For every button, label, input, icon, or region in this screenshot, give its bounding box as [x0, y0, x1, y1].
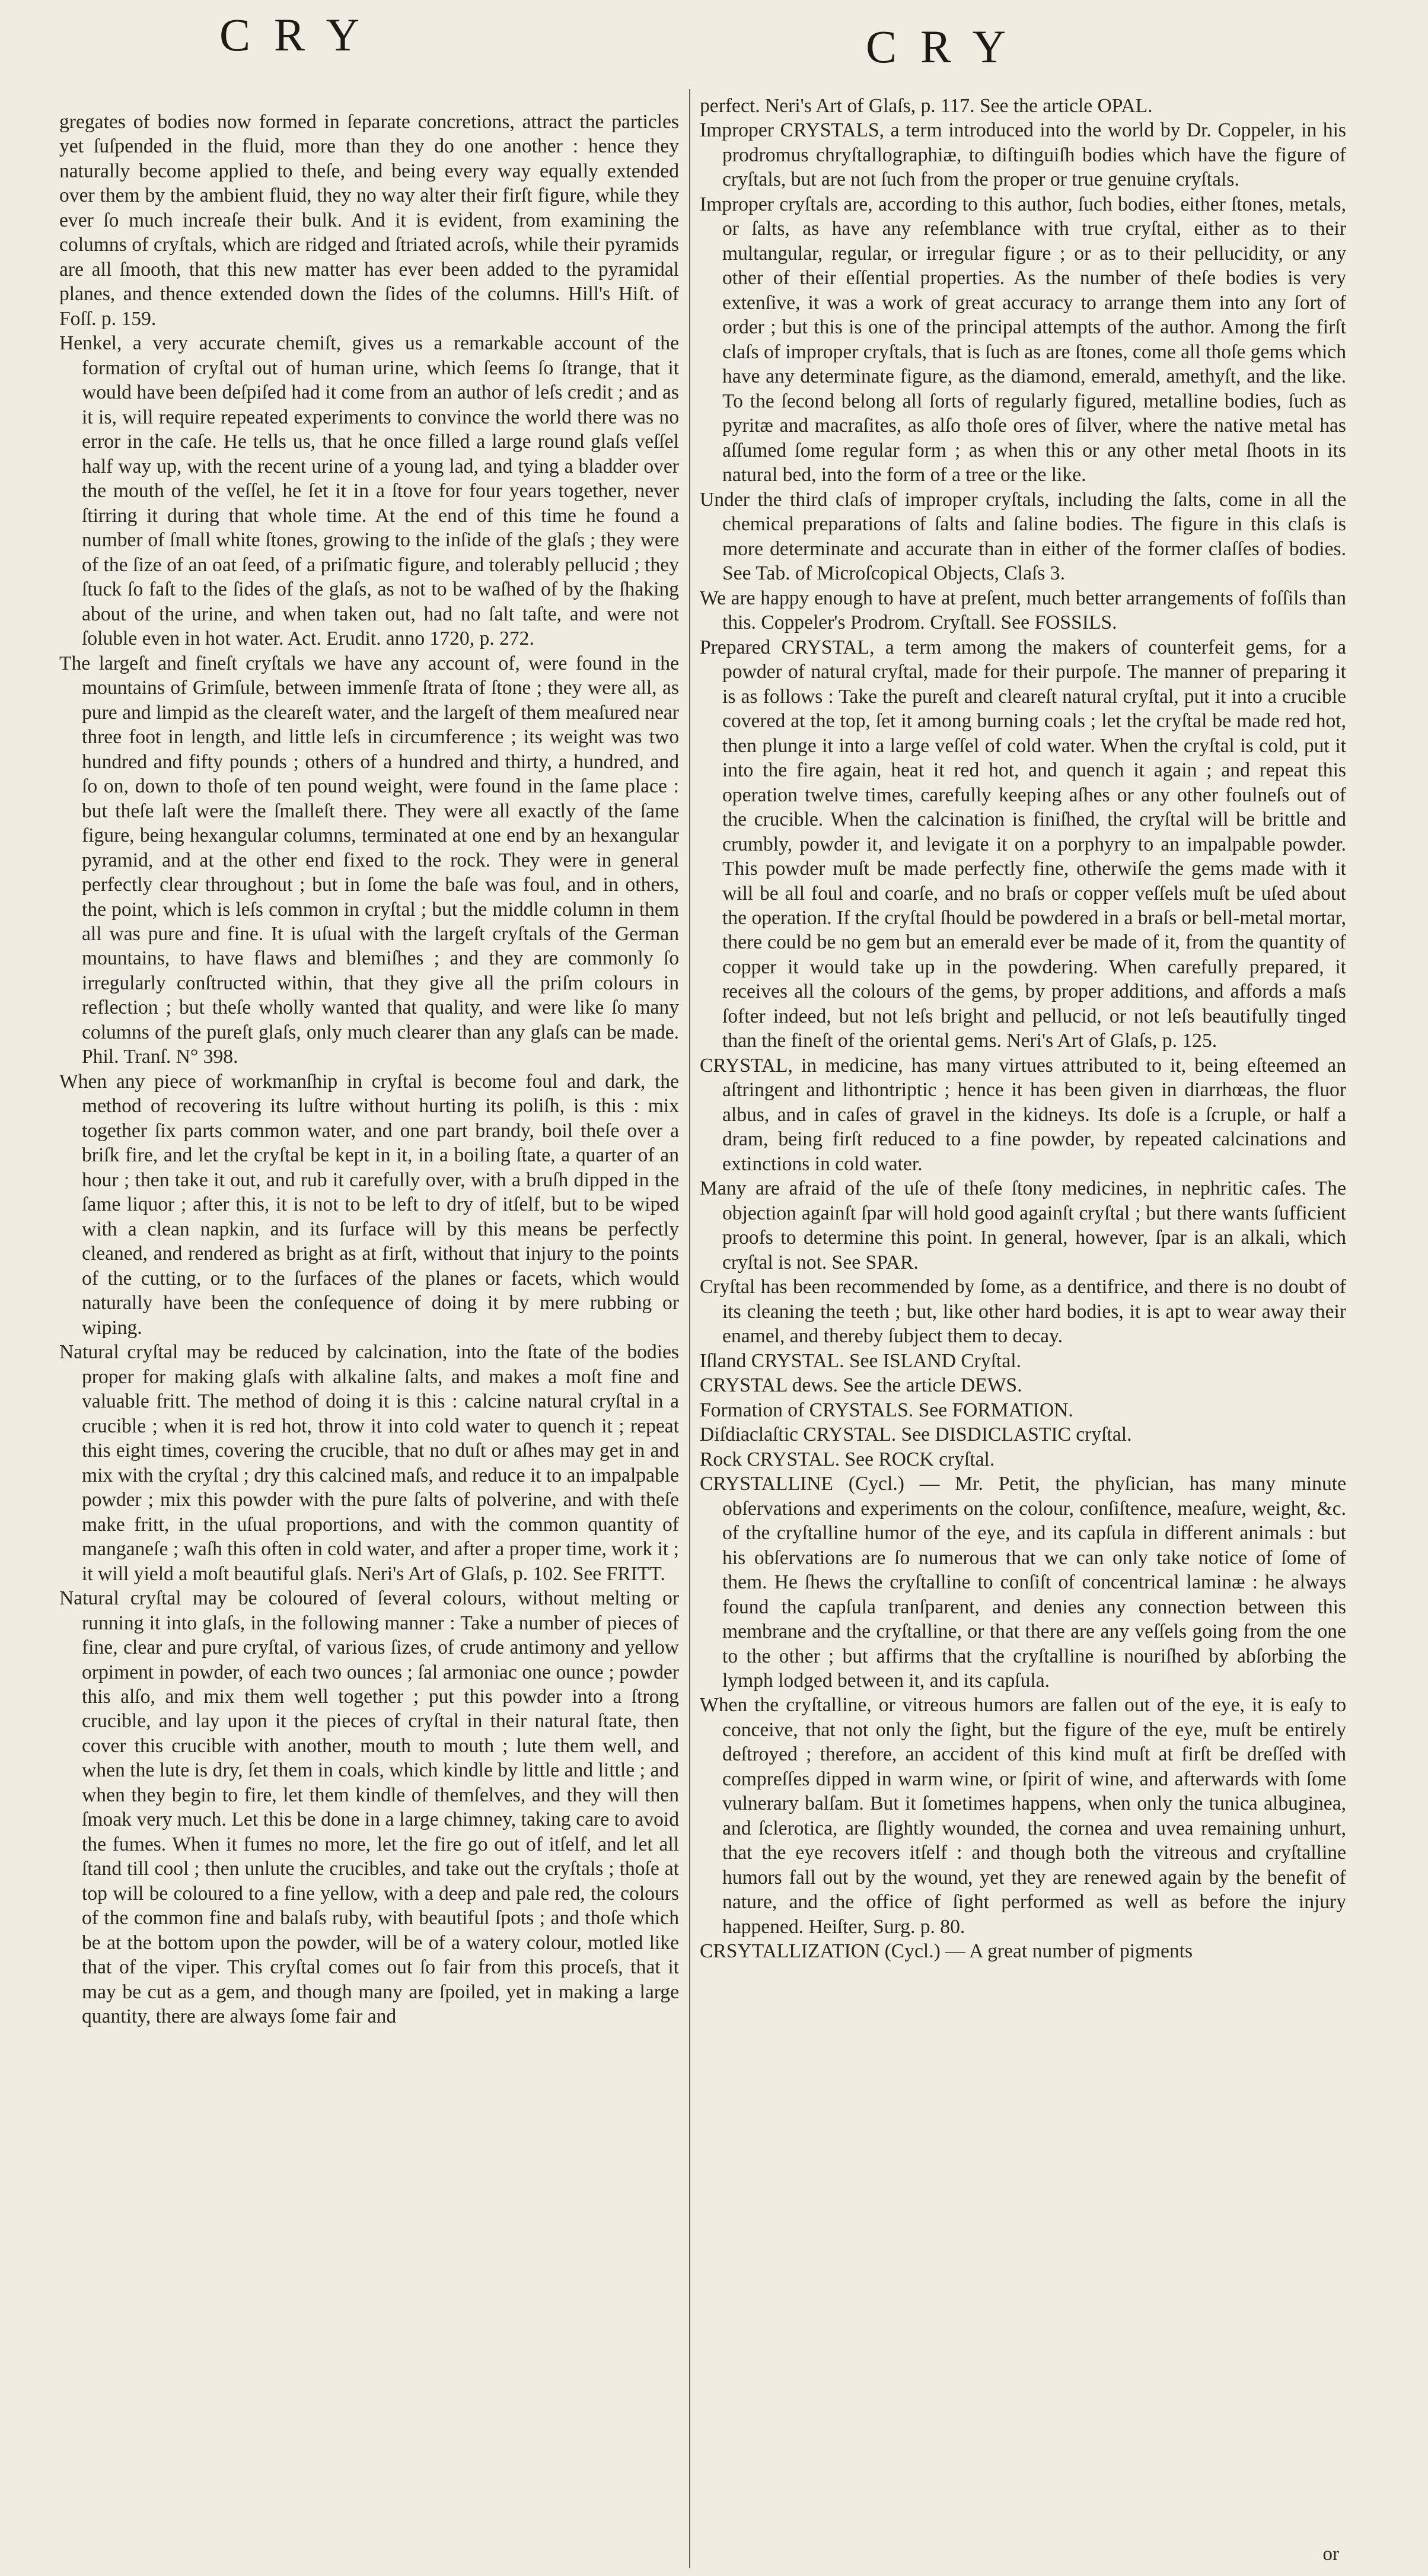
- cross-reference: CRYSTAL dews. See the article DEWS.: [700, 1374, 1022, 1397]
- right-column: [700, 94, 1346, 1964]
- catchword: or: [1322, 2543, 1339, 2565]
- paragraph: perfect. Neri's Art of Glaſs, p. 117. See the article OPAL.: [700, 95, 1153, 117]
- paragraph: Improper cryſtals are, according to this author, ſuch bodies, either ſtones, metals, or ſalts, as have any reſemblance with true cryſtal, either as to their multangular, regular, or irregular figure ; or as to their pellucidity, or any other of their eſſential properties. As the number of theſe bodies is very extenſive, it was a work of great accuracy to arrange them into any ſort of order ; but this is one of the principal attempts of the author. Among the firſt claſs of improper cryſtals, that is ſuch as are ſtones, come all thoſe gems which have any determinate figure, as the diamond, emerald, amethyſt, and the like. To the ſecond belong all ſorts of regularly figured, metalline bodies, ſuch as pyritæ and macraſites, as alſo thoſe ores of ſilver, where the native metal has aſſumed ſome regular form ; as when this or any other metal ſhoots in its natural bed, into the form of a tree or the like.: [700, 193, 1346, 486]
- left-column: [59, 110, 679, 2029]
- entry-prepared-crystal: Prepared CRYSTAL, a term among the makers of counterfeit gems, for a powder of natural cryſtal, made for their purpoſe. The manner of preparing it is as follows : Take the pureſt and cleareſt natural cryſtal, put it into a crucible covered at the top, ſet it among burning coals ; let the cryſtal be made red hot, then plunge it into a large veſſel of cold water. When the cryſtal is cold, put it into the fire again, heat it red hot, and quench it again ; and repeat this operation twelve times, carefully keeping aſhes or any other foulneſs out of the crucible. When the calcination is finiſhed, the cryſtal will be brittle and crumbly, powder it, and levigate it on a porphyry to an impalpable powder. This powder muſt be made perfectly fine, otherwiſe the gems made with it will be all foul and coarſe, and no braſs or copper veſſels muſt be uſed about the operation. If the cryſtal ſhould be powdered in a braſs or bell-metal mortar, there could be no gem but an emerald ever be made of it, from the quantity of copper it would take up in the powdering. When carefully prepared, it receives all the colours of the gems, by proper additions, and affords a maſs ſofter indeed, but not leſs bright and pellucid, or not leſs beautifully tinged than the fineſt of the oriental gems. Neri's Art of Glaſs, p. 125.: [700, 636, 1346, 1052]
- cross-reference: Iſland CRYSTAL. See ISLAND Cryſtal.: [700, 1349, 1021, 1372]
- entry-crystalline: CRYSTALLINE (Cycl.) — Mr. Petit, the phyſician, has many minute obſervations and experiments on the colour, conſiſtence, meaſure, weight, &c. of the cryſtalline humor of the eye, and its capſula in different animals : but his obſervations are ſo numerous that we can only take notice of ſome of them. He ſhews the cryſtalline to conſiſt of concentrical laminæ : he always found the capſula tranſparent, and denies any connection between this membrane and the cryſtalline, or that there are any veſſels going from the one to the other ; but affirms that the cryſtalline is nouriſhed by abſorbing the lymph lodged between it, and its capſula.: [700, 1473, 1346, 1692]
- paragraph: When the cryſtalline, or vitreous humors are fallen out of the eye, it is eaſy to conceive, that not only the ſight, but the figure of the eye, muſt be entirely deſtroyed ; therefore, an accident of this kind muſt at firſt be dreſſed with compreſſes dipped in warm wine, or ſpirit of wine, and afterwards with ſome vulnerary balſam. But it ſometimes happens, when only the tunica albuginea, and ſclerotica, are ſlightly wounded, the cornea and uvea remaining unhurt, that the eye recovers itſelf : and though both the vitreous and cryſtalline humors fall out by the wound, yet they are renewed again by the benefit of nature, and the office of ſight performed as well as before the injury happened. Heiſter, Surg. p. 80.: [700, 1694, 1346, 1938]
- paragraph: Henkel, a very accurate chemiſt, gives us a remarkable account of the formation of cryſtal out of human urine, which ſeems ſo ſtrange, that it would have been deſpiſed had it come from an author of leſs credit ; and as it is, will require repeated experiments to convince the world there was no error in the caſe. He tells us, that he once filled a large round glaſs veſſel half way up, with the recent urine of a young lad, and tying a bladder over the mouth of the veſſel, he ſet it in a ſtove for four years together, never ſtirring it during that whole time. At the end of this time he found a number of ſmall white ſtones, growing to the inſide of the glaſs ; they were of the ſize of an oat ſeed, of a priſmatic figure, and tolerably pellucid ; they ſtuck ſo faſt to the ſides of the glaſs, as not to be waſhed of by the ſhaking about of the urine, and when taken out, had no ſalt taſte, and were not ſoluble even in hot water. Act. Erudit. anno 1720, p. 272.: [59, 332, 679, 650]
- paragraph: Natural cryſtal may be reduced by calcination, into the ſtate of the bodies proper for making glaſs with alkaline ſalts, and makes a moſt fine and valuable fritt. The method of doing it is this : calcine natural cryſtal in a crucible ; when it is red hot, throw it into cold water to quench it ; repeat this eight times, covering the crucible, that no duſt or aſhes may get in and mix with the cryſtal ; dry this calcined maſs, and reduce it to an impalpable powder ; mix this powder with the pure ſalts of polverine, and with theſe make fritt, in the uſual proportions, and with the common quantity of manganeſe ; waſh this often in cold water, and after a proper time, work it ; it will yield a moſt beautiful glaſs. Neri's Art of Glaſs, p. 102. See FRITT.: [59, 1341, 679, 1585]
- paragraph: Under the third claſs of improper cryſtals, including the ſalts, come in all the chemical preparations of ſalts and ſaline bodies. The figure in this claſs is more determinate and accurate than in either of the former claſſes of bodies. See Tab. of Microſcopical Objects, Claſs 3.: [700, 488, 1346, 585]
- cross-reference: Rock CRYSTAL. See ROCK cryſtal.: [700, 1448, 995, 1470]
- paragraph: Many are afraid of the uſe of theſe ſtony medicines, in nephritic caſes. The objection againſt ſpar will hold good againſt cryſtal ; but there wants ſufficient proofs to determine this point. In general, however, ſpar is an alkali, which cryſtal is not. See SPAR.: [700, 1177, 1346, 1273]
- paragraph: The largeſt and fineſt cryſtals we have any account of, were found in the mountains of Grimſule, between immenſe ſtrata of ſtone ; they were all, as pure and limpid as the cleareſt water, and the largeſt of them meaſured near three foot in length, and little leſs in circumference ; its weight was two hundred and fifty pounds ; others of a hundred and thirty, a hundred, and ſo on, down to thoſe of ten pound weight, were found in the ſame place : but theſe laſt were the ſmalleſt there. They were all exactly of the ſame figure, being hexangular columns, terminated at one end by an hexangular pyramid, and at the other end fixed to the rock. They were in general perfectly clear throughout ; but in ſome the baſe was foul, and in others, the point, which is leſs common in cryſtal ; but the middle column in them all was pure and fine. It is uſual with the largeſt cryſtals of the German mountains, to have flaws and blemiſhes ; and they are commonly ſo irregularly conſtructed within, that they give all the priſm colours in reflection ; but theſe wholly wanted that quality, and were like ſo many columns of the pureſt glaſs, only much clearer than any glaſs can be made. Phil. Tranſ. N° 398.: [59, 652, 679, 1068]
- entry-improper-crystals: Improper CRYSTALS, a term introduced into the world by Dr. Coppeler, in his prodromus chryſtallographiæ, to diſtinguiſh bodies which have the figure of cryſtals, but are not ſuch from the proper or true genuine cryſtals.: [700, 119, 1346, 191]
- paragraph: When any piece of workmanſhip in cryſtal is become foul and dark, the method of recovering its luſtre without hurting its poliſh, is this : mix together ſix parts common water, and one part brandy, boil theſe over a briſk fire, and let the cryſtal be kept in it, in a boiling ſtate, a quarter of an hour ; then take it out, and rub it carefully over, with a bruſh dipped in the ſame liquor ; after this, it is not to be left to dry of itſelf, but to be wiped with a clean napkin, and its ſurface will by this means be perfectly cleaned, and rendered as bright as at firſt, without that injury to the points of the cutting, or to the ſurfaces of the planes or facets, which would naturally have been the conſequence of doing it by mere rubbing or wiping.: [59, 1070, 679, 1339]
- paragraph: gregates of bodies now formed in ſeparate concretions, attract the particles yet ſuſpended in the fluid, more than they do one another : hence they naturally become applied to theſe, and being every way equally extended over them by the ambient fluid, they no way alter their firſt figure, while they ever ſo much increaſe their bulk. And it is evident, from examining the columns of cryſtals, which are ridged and ſtriated acroſs, while their pyramids are all ſmooth, that this new matter has ever been added to the pyramidal planes, and thence extended down the ſides of the columns. Hill's Hiſt. of Foſſ. p. 159.: [59, 111, 679, 330]
- paragraph: Natural cryſtal may be coloured of ſeveral colours, without melting or running it into glaſs, in the following manner : Take a number of pieces of fine, clear and pure cryſtal, of various ſizes, of crude antimony and yellow orpiment in powder, of each two ounces ; ſal armoniac one ounce ; powder this alſo, and mix them well together ; put this powder into a ſtrong crucible, and lay upon it the pieces of cryſtal in their natural ſtate, then cover this crucible with another, mouth to mouth ; lute them well, and when the lute is dry, ſet them in coals, which kindle by little and little ; and when they begin to fire, let them kindle of themſelves, and they will then ſmoak very much. Let this be done in a large chimney, taking care to avoid the fumes. When it fumes no more, let the fire go out of itſelf, and let all ſtand till cool ; then unlute the crucibles, and take out the cryſtals ; thoſe at top will be coloured to a fine yellow, with a deep and pale red, the colours of the common fine and balaſs ruby, with beautiful ſpots ; and thoſe which be at the bottom upon the powder, will be of a watery colour, motled like that of the viper. This cryſtal comes out ſo fair from this proceſs, that it may be cut as a gem, and though many are ſpoiled, yet in making a large quantity, there are always ſome fair and: [59, 1587, 679, 2028]
- paragraph: Cryſtal has been recommended by ſome, as a dentifrice, and there is no doubt of its cleaning the teeth ; but, like other hard bodies, it is apt to wear away their enamel, and thereby ſubject them to decay.: [700, 1276, 1346, 1348]
- running-head-left: CRY: [219, 9, 384, 61]
- entry-crystal-medicine: CRYSTAL, in medicine, has many virtues attributed to it, being eſteemed an aſtringent and lithontriptic ; hence it has been given in diarrhœas, the fluor albus, and in caſes of gravel in the kidneys. Its doſe is a ſcruple, or half a dram, being firſt reduced to a fine powder, by repeated calcinations and extinctions in cold water.: [700, 1054, 1346, 1175]
- column-divider: [689, 89, 690, 2568]
- entry-crystallization: CRSYTALLIZATION (Cycl.) — A great number of pigments: [700, 1940, 1193, 1963]
- cross-reference: Formation of CRYSTALS. See FORMATION.: [700, 1399, 1073, 1421]
- running-head-right: CRY: [866, 21, 1030, 72]
- cross-reference: Diſdiaclaſtic CRYSTAL. See DISDICLASTIC cryſtal.: [700, 1424, 1132, 1446]
- paragraph: We are happy enough to have at preſent, much better arrangements of foſſils than this. Coppeler's Prodrom. Cryſtall. See FOSSILS.: [700, 587, 1346, 634]
